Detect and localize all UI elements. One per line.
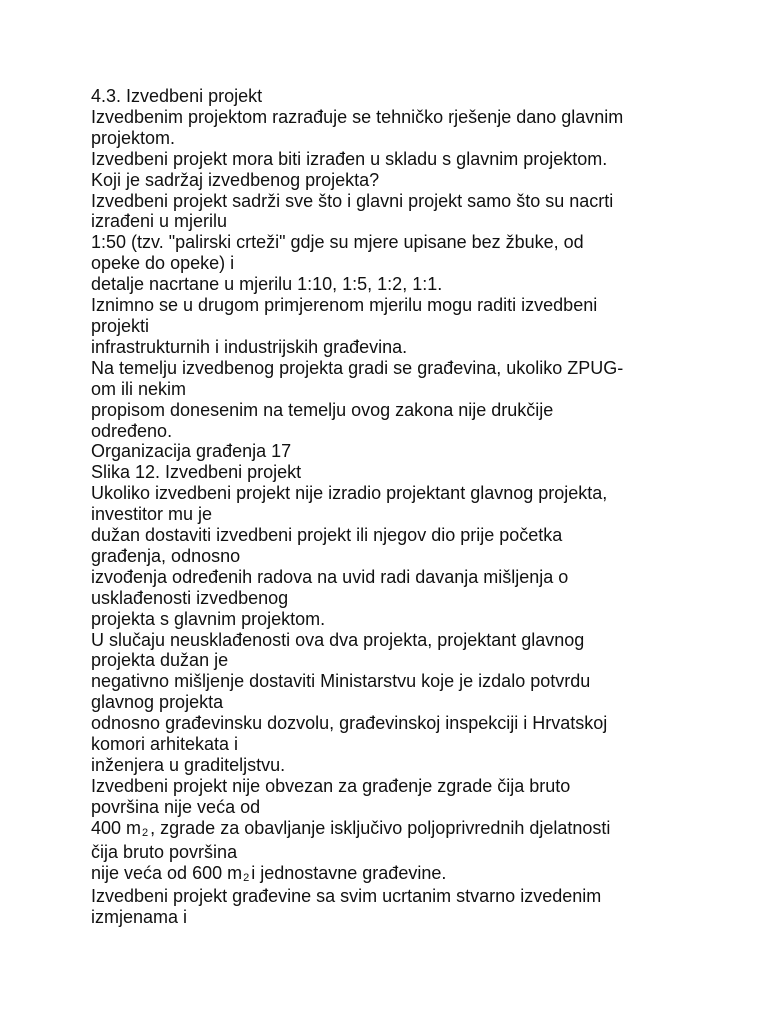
text-line: U slučaju neusklađenosti ova dva projekta, projektant glavnog — [91, 629, 585, 650]
text-line-area-400 — [91, 818, 691, 842]
text-line: Izvedbeni projekt sadrži sve što i glavni projekt samo što su nacrti — [91, 190, 614, 211]
text-line: komori arhitekata i — [91, 734, 239, 755]
text-line: propisom donesenim na temelju ovog zakona nije drukčije — [91, 399, 554, 420]
text-line: dužan dostaviti izvedbeni projekt ili njegov dio prije početka — [91, 525, 563, 546]
text-line: Izvedbeni projekt mora biti izrađen u skladu s glavnim projektom. — [91, 148, 608, 169]
area-600-subscript: 2 — [243, 871, 250, 884]
text-line: glavnog projekta — [91, 692, 224, 713]
text-line: Izvedbeni projekt nije obvezan za građenje zgrade čija bruto — [91, 775, 571, 796]
text-line-area-600 — [91, 863, 691, 887]
text-line: projekti — [91, 315, 150, 336]
text-line: projekta s glavnim projektom. — [91, 608, 326, 629]
area-600-text: nije veća od 600 m — [91, 862, 243, 883]
text-line: izvođenja određenih radova na uvid radi davanja mišljenja o — [91, 566, 569, 587]
figure-caption: Slika 12. Izvedbeni projekt — [91, 462, 302, 483]
text-line: infrastrukturnih i industrijskih građevina. — [91, 336, 408, 357]
area-400-rest: , zgrade za obavljanje isključivo poljoprivrednih djelatnosti — [150, 817, 611, 838]
text-line: investitor mu je — [91, 504, 213, 525]
text-line: projektom. — [91, 127, 176, 148]
text-line: građenja, odnosno — [91, 545, 241, 566]
text-line: Izvedbeni projekt građevine sa svim ucrtanim stvarno izvedenim — [91, 886, 602, 907]
text-line: om ili nekim — [91, 378, 187, 399]
text-line: Iznimno se u drugom primjerenom mjerilu mogu raditi izvedbeni — [91, 295, 598, 316]
text-line: Ukoliko izvedbeni projekt nije izradio projektant glavnog projekta, — [91, 483, 608, 504]
text-line: odnosno građevinsku dozvolu, građevinskoj inspekciji i Hrvatskoj — [91, 713, 608, 734]
section-heading: 4.3. Izvedbeni projekt — [91, 86, 263, 106]
area-600-rest: i jednostavne građevine. — [251, 862, 447, 883]
text-line: Na temelju izvedbenog projekta gradi se građevina, ukoliko ZPUG- — [91, 357, 624, 378]
page-header-line: Organizacija građenja 17 — [91, 441, 292, 462]
text-line: Izvedbenim projektom razrađuje se tehničko rješenje dano glavnim — [91, 106, 624, 127]
text-line: usklađenosti izvedbenog — [91, 587, 289, 608]
area-400-subscript: 2 — [142, 826, 149, 839]
document-body — [91, 86, 691, 928]
text-line: negativno mišljenje dostaviti Ministarstvu koje je izdalo potvrdu — [91, 671, 591, 692]
text-line: detalje nacrtane u mjerilu 1:10, 1:5, 1:2, 1:1. — [91, 274, 443, 295]
area-400-text: 400 m — [91, 817, 142, 838]
text-line: izrađeni u mjerilu — [91, 211, 228, 232]
text-line: izmjenama i — [91, 907, 188, 928]
text-line: čija bruto površina — [91, 841, 238, 862]
text-line: 1:50 (tzv. "palirski crteži" gdje su mjere upisane bez žbuke, od — [91, 232, 584, 253]
text-line: projekta dužan je — [91, 650, 229, 671]
text-line: inženjera u graditeljstvu. — [91, 755, 286, 775]
text-line: opeke do opeke) i — [91, 253, 235, 274]
text-line: Koji je sadržaj izvedbenog projekta? — [91, 169, 380, 190]
text-line: određeno. — [91, 420, 173, 441]
text-line: površina nije veća od — [91, 796, 261, 817]
